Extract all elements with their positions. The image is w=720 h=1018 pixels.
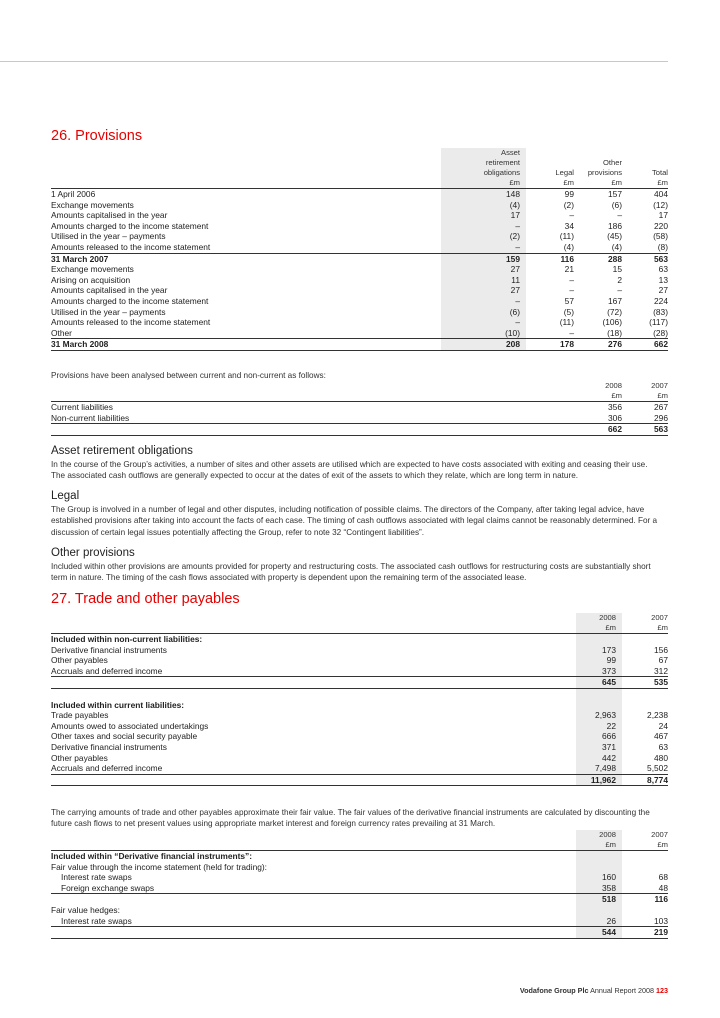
row-label: Current liabilities (51, 402, 576, 413)
row-value: 24 (658, 720, 668, 731)
row-value (576, 700, 622, 711)
row-value: 480 (654, 752, 668, 763)
table-row (51, 231, 668, 242)
row-label (51, 424, 576, 436)
row-value: 358 (576, 883, 622, 894)
row-value: 288 (574, 253, 622, 264)
aro-text: In the course of the Group’s activities, a number of sites and other assets are utilised which are expected to have costs associated with exiting and ceasing their use. The associated cash outflows are generally expected to occur at the dates of exit of the assets to which they relate, which are long term in nature. (51, 460, 648, 481)
row-label: Non-current liabilities (51, 412, 130, 423)
table-row (51, 763, 668, 774)
row-value: 34 (564, 220, 574, 231)
row-value: 26 (576, 916, 622, 927)
row-value (622, 905, 668, 916)
row-label: Utilised in the year – payments (51, 306, 166, 317)
table-row (51, 402, 668, 413)
row-value: 267 (622, 402, 668, 413)
table-row (51, 753, 668, 764)
row-value: (83) (653, 306, 668, 317)
row-value: – (569, 274, 574, 285)
row-value: 373 (576, 666, 622, 677)
row-label: Derivative financial instruments (51, 741, 167, 752)
row-value: 156 (654, 644, 668, 655)
row-value: 442 (576, 753, 622, 764)
row-value: 544 (576, 927, 622, 939)
table-row (51, 851, 668, 862)
row-label (51, 894, 576, 905)
row-value: 186 (608, 220, 622, 231)
row-value: (2) (441, 231, 526, 242)
row-value: 306 (608, 412, 622, 423)
row-value: 99 (576, 655, 622, 666)
row-value: (2) (563, 199, 574, 210)
table-row (51, 862, 668, 873)
table-row (51, 905, 668, 916)
row-value: 178 (526, 339, 574, 351)
provisions-title: 26. Provisions (51, 128, 143, 144)
other-provisions-text: Included within other provisions are amounts provided for property and restructuring costs. The associated cash outflows for restructuring costs are substantially short term in nature. The timing of the cash flows associated with property is dependent upon the remaining term of the associated lease. (51, 562, 651, 583)
row-value: (28) (653, 327, 668, 338)
row-value: 8,774 (622, 774, 668, 786)
row-value: – (617, 210, 622, 221)
table-row (51, 645, 668, 656)
table-row (51, 731, 668, 742)
row-label: Amounts charged to the income statement (51, 295, 209, 306)
row-value: – (569, 327, 574, 338)
table-row (51, 655, 668, 666)
row-value: 99 (526, 189, 574, 200)
top-rule (0, 61, 668, 62)
analysis-intro: Provisions have been analysed between current and non-current as follows: (51, 371, 326, 380)
row-label: Included within non-current liabilities: (51, 634, 576, 645)
table-row (51, 916, 668, 927)
row-label: Other payables (51, 752, 108, 763)
table-row (51, 275, 668, 286)
row-label: Amounts capitalised in the year (51, 210, 168, 221)
table-row (51, 285, 668, 296)
row-value (576, 851, 622, 862)
col-2007-header: 2007 £m (651, 613, 668, 632)
row-label: Fair value hedges: (51, 904, 120, 915)
row-value: (8) (657, 241, 668, 252)
row-value: 224 (654, 295, 668, 306)
table-row (51, 634, 668, 645)
row-label: Interest rate swaps (61, 915, 132, 926)
row-value: 22 (576, 721, 622, 732)
row-value: 535 (622, 677, 668, 689)
table-row (51, 688, 668, 699)
col-aro-header: Asset retirement obligations £m (441, 148, 526, 189)
row-value: 662 (576, 424, 622, 436)
row-label: Included within “Derivative financial instruments”: (51, 851, 576, 862)
row-value: (11) (559, 231, 574, 242)
row-value: (106) (602, 317, 622, 328)
table-row (51, 242, 668, 253)
table-row (51, 927, 668, 939)
row-label: Amounts released to the income statement (51, 317, 211, 328)
row-label: Foreign exchange swaps (61, 882, 155, 893)
row-label: 31 March 2007 (51, 253, 441, 264)
col-other-header: Other provisions £m (587, 158, 622, 187)
fair-value-text: The carrying amounts of trade and other payables approximate their fair value. The fair values of the derivative financial instruments are calculated by discounting the future cash flows to net present values using appropriate market interest and foreign currency rates prevailing at 31 March. (51, 808, 650, 829)
col-2008-header: 2008 £m (576, 830, 622, 851)
table-row (51, 894, 668, 905)
row-value: 103 (654, 915, 668, 926)
row-value: 208 (441, 339, 526, 351)
col-2007-header: 2007 £m (651, 381, 668, 400)
row-label: Other taxes and social security payable (51, 731, 198, 742)
col-2008-header: 2008 £m (576, 613, 622, 634)
row-value: 219 (622, 927, 668, 939)
footer-report: Annual Report 2008 (590, 986, 654, 995)
payables-title: 27. Trade and other payables (51, 591, 240, 607)
row-value: 63 (658, 741, 668, 752)
table-row (51, 677, 668, 689)
row-label: Other payables (51, 655, 108, 666)
table-row (51, 200, 668, 211)
row-value: (117) (649, 317, 668, 328)
table-row (51, 424, 668, 436)
row-label: 31 March 2008 (51, 339, 441, 351)
table-row (51, 774, 668, 786)
provisions-table (51, 148, 668, 351)
row-value: 312 (654, 665, 668, 676)
row-value: 157 (574, 189, 622, 200)
row-label (51, 774, 576, 786)
row-label: Utilised in the year – payments (51, 231, 166, 242)
col-total-header: Total £m (651, 168, 668, 187)
table-row (51, 296, 668, 307)
row-value: – (441, 317, 526, 328)
row-label: Amounts released to the income statement (51, 241, 211, 252)
row-value: – (569, 210, 574, 221)
other-provisions-title: Other provisions (51, 547, 135, 559)
row-value: 2 (617, 274, 622, 285)
row-value: 116 (526, 253, 574, 264)
row-value: (12) (653, 199, 668, 210)
row-value: 21 (564, 264, 574, 275)
row-label: Other (51, 327, 72, 338)
row-value: 17 (441, 210, 526, 221)
row-value: 356 (576, 402, 622, 413)
row-value: 11 (441, 275, 526, 286)
row-value: 160 (576, 872, 622, 883)
row-value (576, 905, 622, 916)
row-value: 57 (564, 295, 574, 306)
row-value: – (617, 285, 622, 296)
table-row (51, 210, 668, 221)
legal-title: Legal (51, 490, 80, 502)
row-value (576, 688, 622, 699)
row-label: Trade payables (51, 710, 109, 721)
col-2008-header: 2008 £m (605, 381, 622, 400)
row-value: 5,502 (647, 763, 668, 774)
row-label: Amounts capitalised in the year (51, 285, 168, 296)
row-value: 67 (658, 655, 668, 666)
table-row (51, 307, 668, 318)
row-label: Fair value through the income statement (held for trading): (51, 861, 267, 872)
derivatives-table (51, 830, 668, 939)
row-value: 27 (441, 264, 526, 275)
row-value: (10) (441, 328, 526, 339)
row-value: 27 (658, 285, 668, 296)
table-row (51, 317, 668, 328)
row-value: 159 (441, 253, 526, 264)
table-row (51, 700, 668, 711)
table-row (51, 339, 668, 351)
row-value: (58) (653, 231, 668, 242)
page-number: 123 (656, 986, 668, 995)
row-value: – (441, 242, 526, 253)
row-value: (6) (441, 307, 526, 318)
row-value: (11) (559, 317, 574, 328)
row-value: (6) (611, 199, 622, 210)
row-value: 116 (622, 894, 668, 905)
row-value (576, 634, 622, 645)
row-value: 13 (658, 274, 668, 285)
row-value: 563 (622, 253, 668, 264)
row-value: 518 (576, 894, 622, 905)
row-value: 404 (622, 189, 668, 200)
row-value: 15 (612, 264, 622, 275)
row-value (622, 851, 668, 862)
row-value: 371 (576, 742, 622, 753)
row-value: 167 (608, 295, 622, 306)
provisions-analysis-table (51, 381, 668, 436)
row-value: 48 (658, 882, 668, 893)
col-2007-header: 2007 £m (651, 830, 668, 849)
table-row (51, 742, 668, 753)
table-row (51, 721, 668, 732)
row-value: (4) (441, 200, 526, 211)
row-value (622, 688, 668, 699)
table-row (51, 710, 668, 721)
row-value: 173 (576, 645, 622, 656)
row-value: 467 (654, 731, 668, 742)
table-row (51, 872, 668, 883)
table-row (51, 666, 668, 677)
row-value: – (441, 296, 526, 307)
row-value: 2,963 (576, 710, 622, 721)
row-label: Amounts charged to the income statement (51, 220, 209, 231)
row-label: Interest rate swaps (61, 872, 132, 883)
page-footer (0, 986, 668, 995)
row-label: Derivative financial instruments (51, 644, 167, 655)
row-value: 563 (622, 424, 668, 436)
row-value: (45) (607, 231, 622, 242)
table-row (51, 264, 668, 275)
row-value (622, 700, 668, 711)
row-label: Amounts owed to associated undertakings (51, 720, 209, 731)
row-label: Accruals and deferred income (51, 665, 163, 676)
legal-text: The Group is involved in a number of legal and other disputes, including notification of possible claims. The directors of the Company, after taking legal advice, have established provisions after taking into account the facts of each case. The timing of cash outflows associated with legal claims cannot be reasonably determined. For a discussion of certain legal issues potentially affecting the Group, refer to note 32 “Contingent liabilities”. (51, 505, 658, 537)
row-value: (5) (563, 306, 574, 317)
row-value: 17 (658, 210, 668, 221)
row-label: Exchange movements (51, 264, 134, 275)
footer-brand: Vodafone Group Plc (519, 986, 589, 995)
row-value: 662 (622, 339, 668, 351)
row-label (51, 927, 576, 939)
row-value: 63 (658, 264, 668, 275)
row-value: 11,962 (576, 774, 622, 786)
row-value: 276 (574, 339, 622, 351)
row-value: (72) (607, 306, 622, 317)
row-label: 1 April 2006 (51, 189, 441, 200)
row-value: 2,238 (647, 710, 668, 721)
row-value (622, 634, 668, 645)
table-row (51, 221, 668, 232)
row-label: Included within current liabilities: (51, 699, 185, 710)
row-value: – (569, 285, 574, 296)
row-value: 148 (441, 189, 526, 200)
row-label: Accruals and deferred income (51, 763, 163, 774)
row-value: (4) (611, 241, 622, 252)
row-value: 645 (576, 677, 622, 689)
col-legal-header: Legal £m (555, 168, 574, 187)
payables-table (51, 613, 668, 786)
row-value: 7,498 (576, 763, 622, 774)
row-value: (18) (607, 327, 622, 338)
row-value: 68 (658, 872, 668, 883)
table-row (51, 413, 668, 424)
row-value: 666 (576, 731, 622, 742)
table-row (51, 253, 668, 264)
row-label: Arising on acquisition (51, 274, 131, 285)
row-value (622, 862, 668, 873)
row-value: (4) (563, 241, 574, 252)
row-value: – (441, 221, 526, 232)
row-value: 27 (441, 285, 526, 296)
table-row (51, 883, 668, 894)
table-row (51, 189, 668, 200)
row-value: 296 (654, 412, 668, 423)
row-label (51, 688, 576, 699)
row-label: Exchange movements (51, 199, 134, 210)
row-label (51, 677, 576, 689)
table-row (51, 328, 668, 339)
row-value (576, 862, 622, 873)
aro-title: Asset retirement obligations (51, 445, 193, 457)
row-value: 220 (654, 220, 668, 231)
